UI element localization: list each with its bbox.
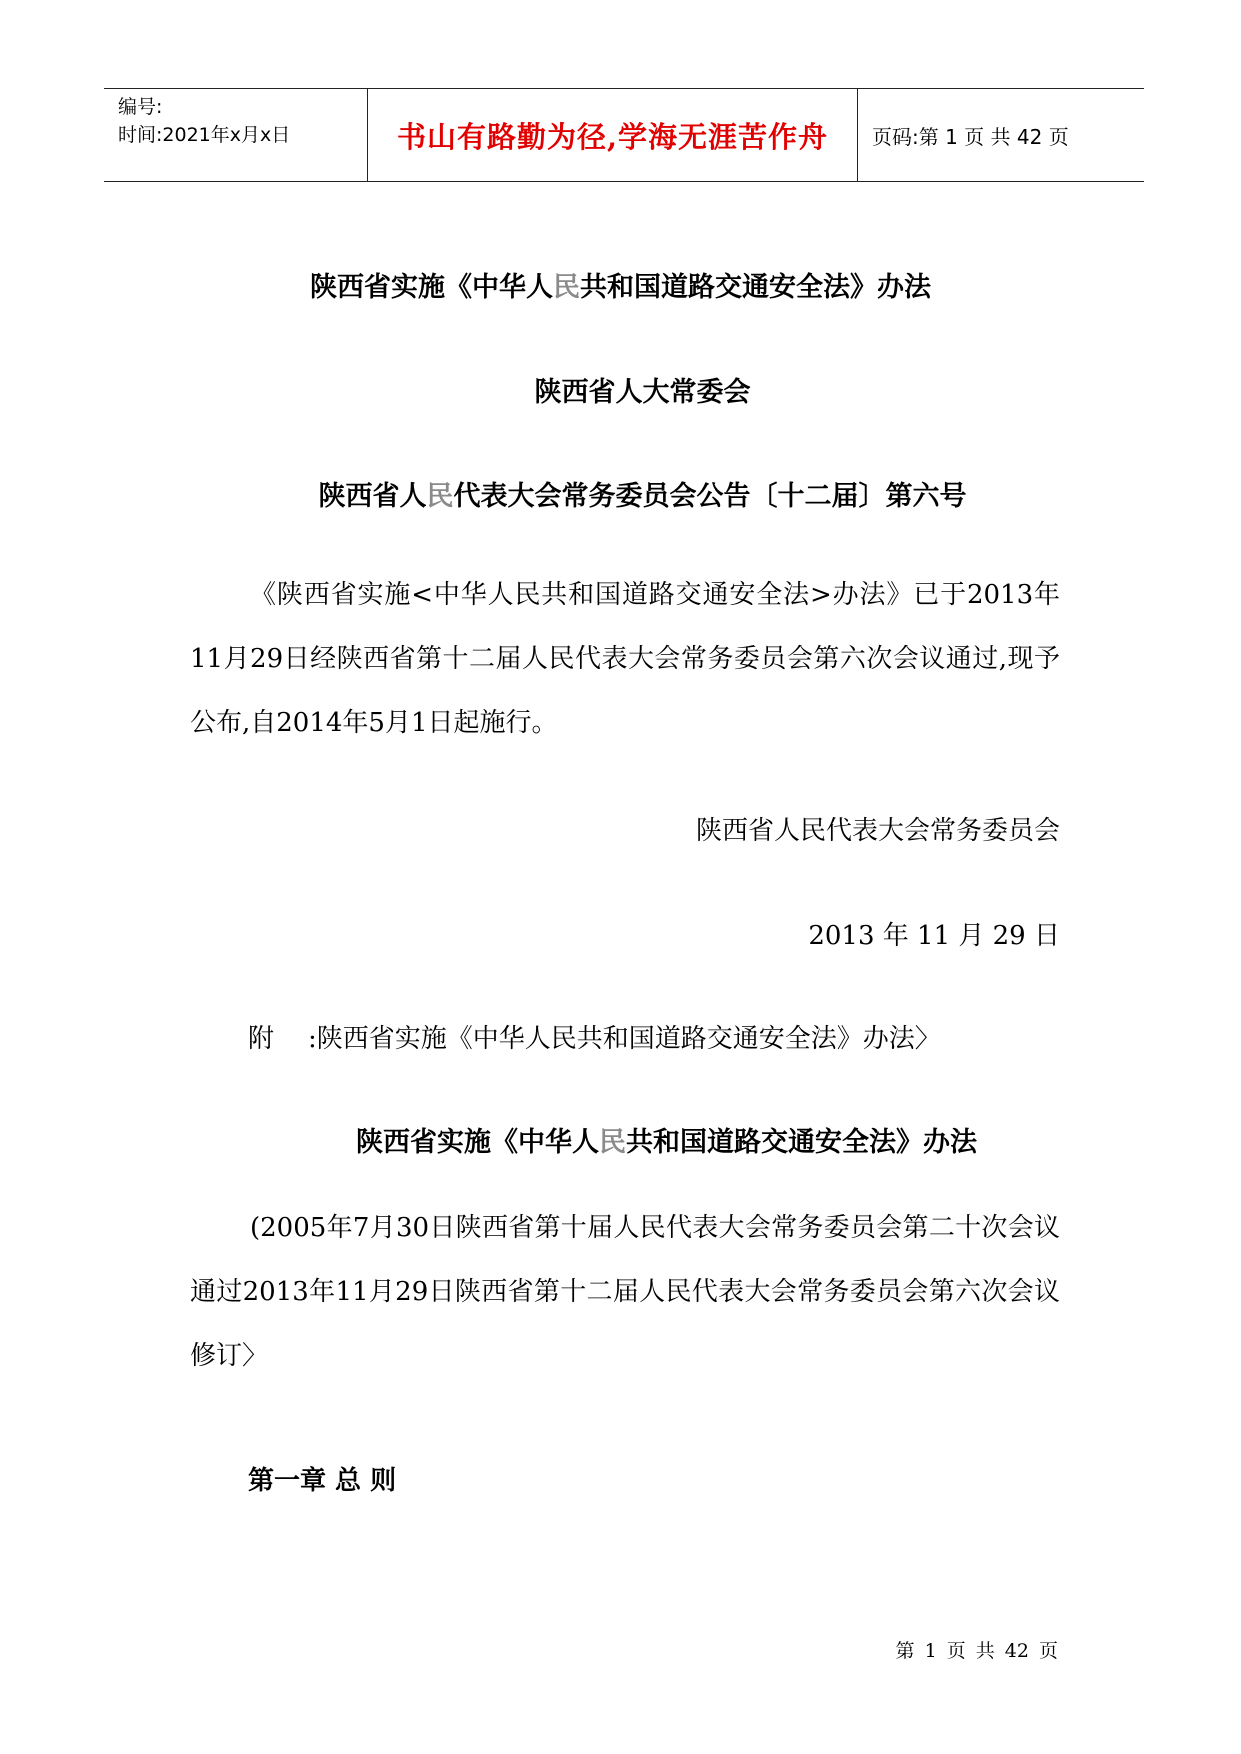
document-number-label: 编号: [118, 96, 163, 118]
attachment-line: 附 :陕西省实施《中华人民共和国道路交通安全法》办法〉 [248, 1024, 941, 1054]
document-time-label: 时间:2021年x月x日 [118, 124, 291, 146]
header-page-number: 页码:第 1 页 共 42 页 [872, 124, 1069, 149]
header-table [104, 88, 1144, 182]
notice-title: 陕西省人民代表大会常务委员会公告〔十二届〕第六号 [318, 481, 967, 512]
header-motto: 书山有路勤为径,学海无涯苦作舟 [368, 89, 858, 181]
revision-history-paragraph: (2005年7月30日陕西省第十届人民代表大会常务委员会第二十次会议通过2013年11月29日陕西省第十二届人民代表大会常务委员会第六次会议修订〉 [190, 1213, 1060, 1371]
signatory: 陕西省人民代表大会常务委员会 [695, 816, 1060, 846]
document-issuer: 陕西省人大常委会 [534, 377, 751, 408]
footer-page-number: 第 1 页 共 42 页 [895, 1640, 1058, 1662]
chapter-heading: 第一章 总 则 [248, 1466, 397, 1496]
announcement-paragraph: 《陕西省实施<中华人民共和国道路交通安全法>办法》已于2013年11月29日经陕西省第十二届人民代表大会常务委员会第六次会议通过,现予公布,自2014年5月1日起施行。 [190, 580, 1060, 738]
header-meta-cell [104, 89, 368, 181]
document-title: 陕西省实施《中华人民共和国道路交通安全法》办法 [310, 272, 931, 303]
announcement-date: 2013 年 11 月 29 日 [808, 921, 1060, 951]
regulation-title: 陕西省实施《中华人民共和国道路交通安全法》办法 [356, 1127, 977, 1158]
